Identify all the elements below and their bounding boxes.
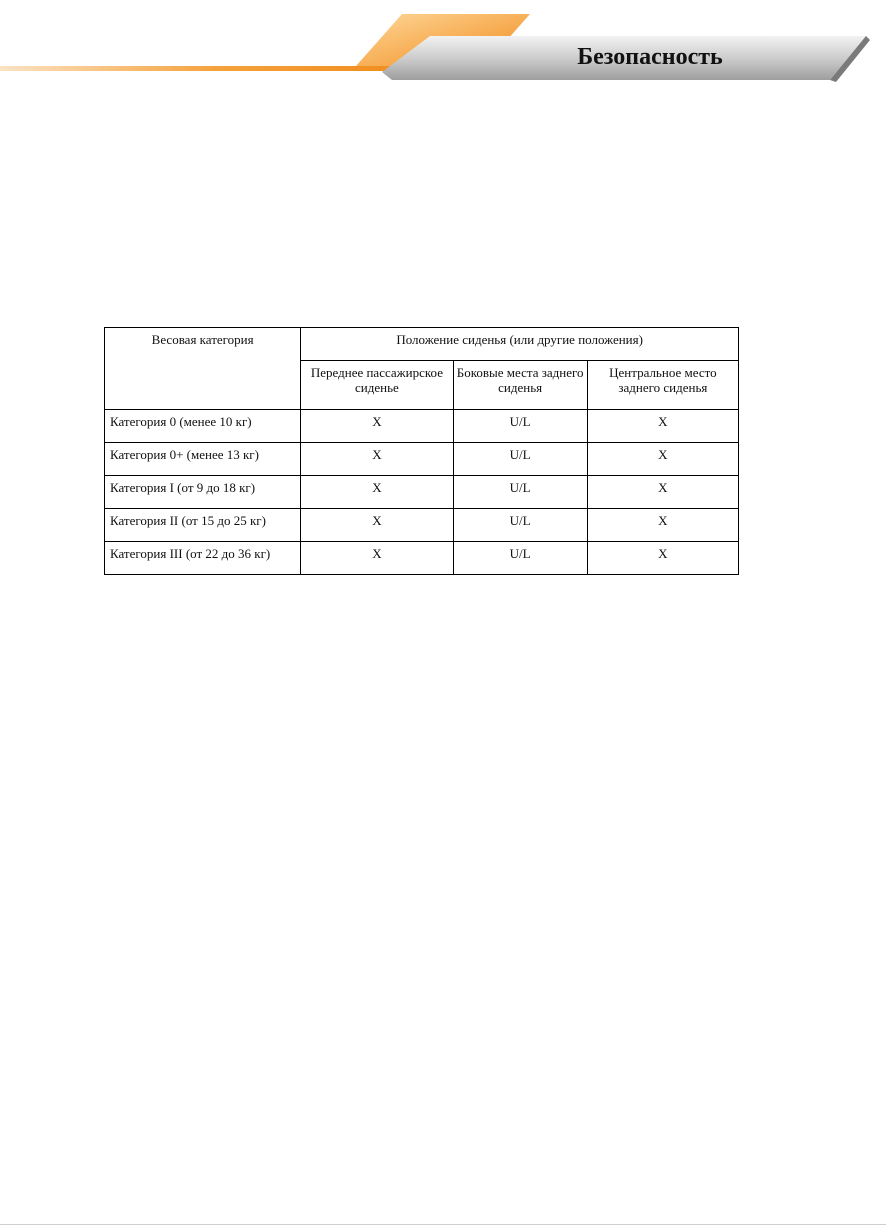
column-header-front-passenger: Переднее пассажирское сиденье	[301, 361, 453, 410]
table-cell: X	[301, 542, 453, 575]
table-cell: X	[301, 476, 453, 509]
child-seat-table	[104, 327, 739, 575]
table-row	[105, 542, 739, 575]
table-cell: X	[587, 476, 738, 509]
table-row	[105, 476, 739, 509]
seat-position-header: Положение сиденья (или другие положения)	[301, 328, 739, 361]
section-title: Безопасность	[577, 44, 723, 70]
table-cell: X	[301, 410, 453, 443]
row-label: Категория II (от 15 до 25 кг)	[105, 509, 301, 542]
table-cell: U/L	[453, 443, 587, 476]
weight-category-header: Весовая категория	[105, 328, 301, 410]
row-label: Категория III (от 22 до 36 кг)	[105, 542, 301, 575]
column-header-rear-outer: Боковые места заднего сиденья	[453, 361, 587, 410]
row-label: Категория 0+ (менее 13 кг)	[105, 443, 301, 476]
table-cell: U/L	[453, 509, 587, 542]
table-cell: U/L	[453, 476, 587, 509]
table-cell: X	[587, 410, 738, 443]
table-cell: X	[587, 542, 738, 575]
table-cell: U/L	[453, 542, 587, 575]
table-cell: X	[587, 443, 738, 476]
page-bottom-rule	[0, 1224, 886, 1225]
header-banner	[0, 0, 886, 100]
table-cell: X	[301, 443, 453, 476]
table-row	[105, 410, 739, 443]
table-row	[105, 443, 739, 476]
orange-rule	[0, 66, 430, 71]
row-label: Категория 0 (менее 10 кг)	[105, 410, 301, 443]
table-row	[105, 509, 739, 542]
table-cell: X	[301, 509, 453, 542]
table-cell: U/L	[453, 410, 587, 443]
table-cell: X	[587, 509, 738, 542]
row-label: Категория I (от 9 до 18 кг)	[105, 476, 301, 509]
column-header-rear-center: Центральное место заднего сиденья	[587, 361, 738, 410]
